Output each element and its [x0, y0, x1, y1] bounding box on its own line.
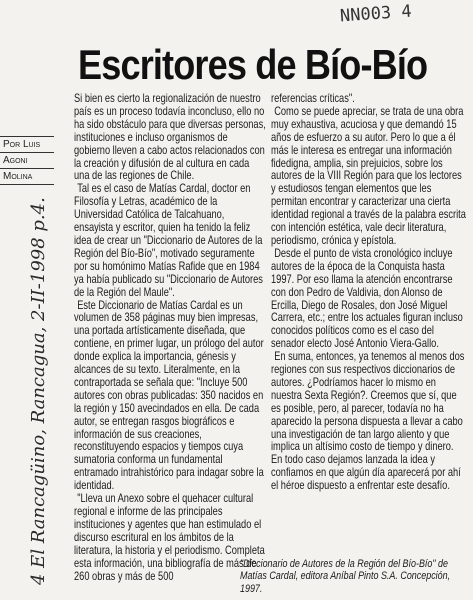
handwritten-source-note: 4 El Rancagüino, Rancagua, 2-II-1998 p.4.	[28, 197, 49, 585]
article-column-2	[271, 93, 466, 493]
byline-line-3: Molina	[0, 169, 54, 185]
paragraph: Si bien es cierto la regionalización de nuestro país es un proceso todavía inconcluso, ello no ha sido obstáculo para que diversas personas, instituciones e incluso organismos de gobierno lleven a cabo actos relacionados con la creación y difusión de al cultura en cada una de las regiones de Chile.	[74, 92, 266, 183]
paragraph: referencias críticas".	[271, 92, 355, 105]
article-title: Escritores de Bío-Bío	[78, 41, 428, 88]
paragraph: Tal es el caso de Matías Cardal, doctor en Filosofía y Letras, académico de la Universidad Católica de Talcahuano, ensayista y escritor, quien ha tenido la feliz idea de crear un "Diccionario de Autores de la Región del Bío-Bío", motivado seguramente por su homónimo Matías Rafide que en 1984 ya había publicado su "Diccionario de Autores de la Región del Maule".	[74, 182, 263, 299]
paragraph: "Lleva un Anexo sobre el quehacer cultural regional e informe de las principales instituciones y agentes que han estimulado el discurso escritural en los ámbitos de la literatura, la historia y el periodismo. Completa esta información, una bibliografía de más de 260 obras y más de 500	[74, 492, 265, 583]
byline-line-2: Agoni	[0, 153, 54, 169]
book-caption: "Diccionario de Autores de la Región del Bío-Bío" de Matías Cardal, editora Aníbal Pinto S.A. Concepción, 1997.	[240, 558, 451, 595]
article-column-1	[74, 93, 266, 583]
handwritten-archive-id: NN003 4	[339, 1, 413, 27]
byline-line-1: Por Luis	[0, 137, 54, 153]
paragraph: En suma, entonces, ya tenemos al menos dos regiones con sus respectivos diccionarios de autores. ¿Podríamos hacer lo mismo en nuestra Sexta Región?. Creemos que sí, que es posible, pero, al parecer, todavía no ha aparecido la persona dispuesta a llevar a cabo una investigación de tan largo aliento y que implica un altísimo costo de tiempo y dinero. En todo caso dejamos lanzada la idea y confiamos en que algún día aparecerá por ahí el héroe dispuesto a enfrentar este desafío.	[271, 350, 465, 493]
paragraph: Este Diccionario de Matías Cardal es un volumen de 358 páginas muy bien impresas, una portada artísticamente diseñada, que contiene, en primer lugar, un prólogo del autor donde explica la importancia, génesis y alcances de su texto. Literalmente, en la contraportada se señala que: "Incluye 500 autores con obras publicadas: 350 nacidos en la región y 150 avecindados en ella. De cada autor, se entregan rasgos biográficos e información de sus creaciones, reconstituyendo espacios y tiempos cuya sumatoria conforma un fundamental entramado intrahistórico para indagar sobre la identidad.	[74, 298, 264, 493]
paragraph: Como se puede apreciar, se trata de una obra muy exhaustiva, acuciosa y que demandó 15 años de esfuerzo a su autor. Pero lo que a él más le interesa es entregar una información fidedigna, amplia, sin prejuicios, sobre los autores de la VIII Región para que los lectores y estudiosos tengan elementos que les permitan encontrar y caracterizar una cierta identidad regional a través de la palabra escrita con intención estética, vale decir literatura, periodismo, crónica y epístola.	[271, 104, 466, 247]
byline-box	[0, 136, 54, 185]
paragraph: Desde el punto de vista cronológico incluye autores de la época de la Conquista hasta 1997. Por eso llama la atención encontrarse con don Pedro de Valdivia, don Alonso de Ercilla, Diego de Rosales, don José Miguel Carrera, etc.; entre los actuales figuran incluso conocidos políticos como es el caso del senador electo José Antonio Viera-Gallo.	[271, 246, 463, 351]
